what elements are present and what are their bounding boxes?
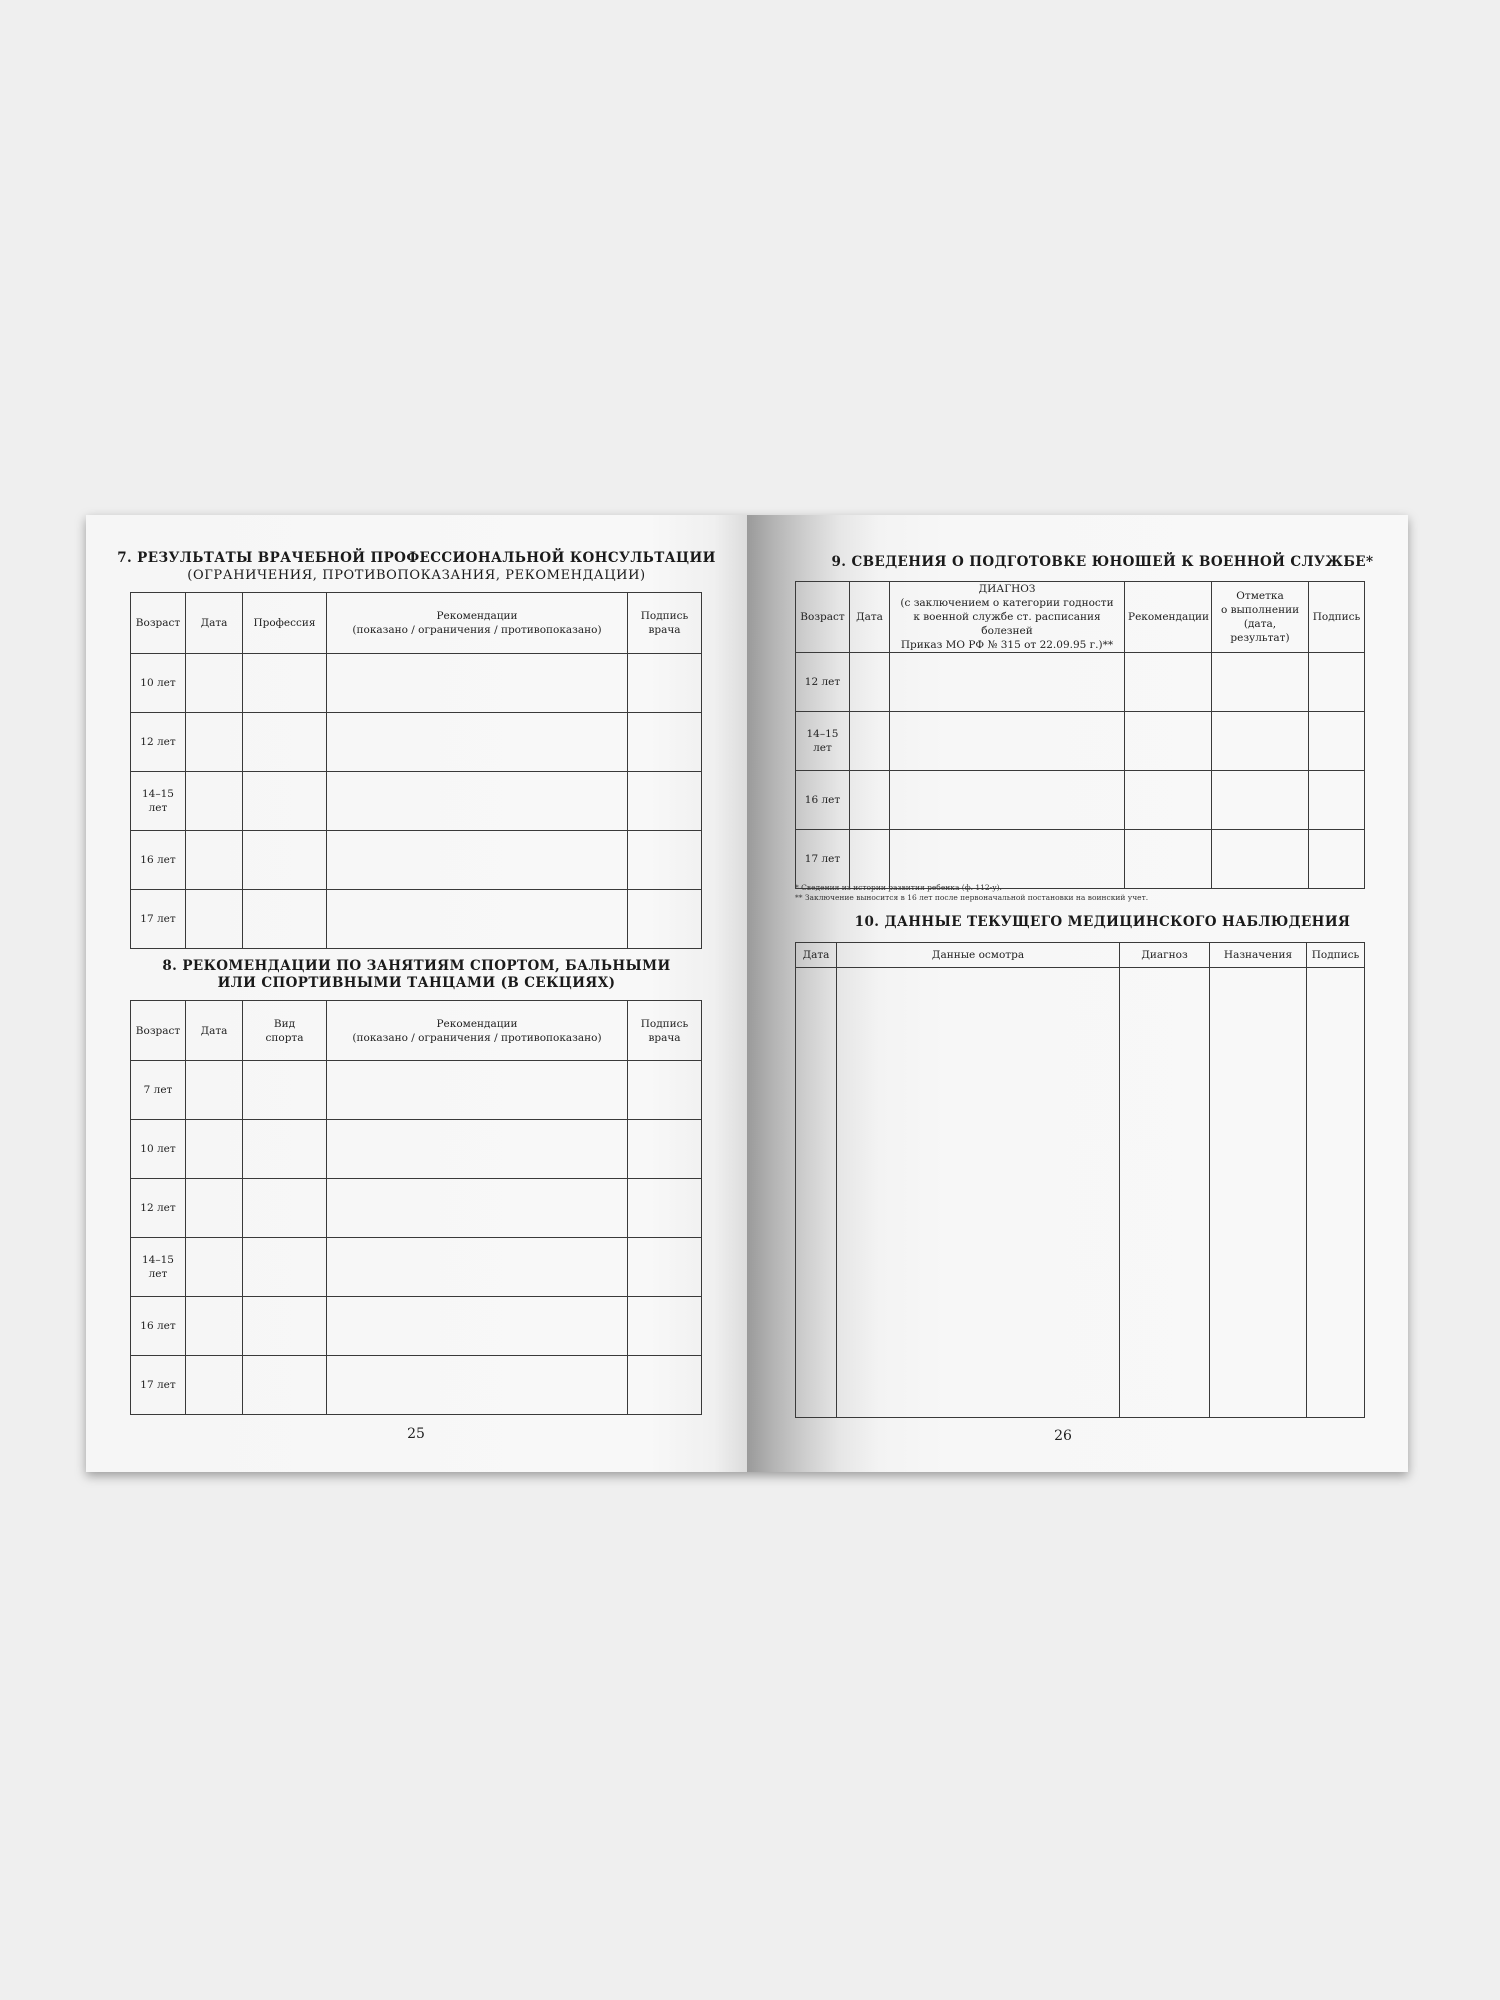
section10-table — [795, 942, 1365, 1418]
column-header: Подпись — [1309, 582, 1365, 653]
column-header: Дата — [850, 582, 890, 653]
left-page — [86, 515, 747, 1472]
age-cell: 17 лет — [131, 890, 186, 949]
blank-entry-cell[interactable] — [1125, 830, 1212, 889]
blank-entry-cell[interactable] — [243, 1297, 327, 1356]
blank-entry-cell[interactable] — [243, 1238, 327, 1297]
blank-entry-cell[interactable] — [628, 1120, 702, 1179]
section9-title: 9. СВЕДЕНИЯ О ПОДГОТОВКЕ ЮНОШЕЙ К ВОЕННОЙ СЛУЖБЕ* — [831, 554, 1374, 570]
age-cell: 14–15 лет — [796, 712, 850, 771]
age-cell: 17 лет — [131, 1356, 186, 1415]
column-header: Профессия — [243, 593, 327, 654]
blank-entry-cell[interactable] — [1125, 653, 1212, 712]
column-header: ДИАГНОЗ (с заключением о категории годности к военной службе ст. расписания болезней Приказ МО РФ № 315 от 22.09.95 г.)** — [890, 582, 1125, 653]
blank-entry-cell[interactable] — [186, 654, 243, 713]
section10-title: 10. ДАННЫЕ ТЕКУЩЕГО МЕДИЦИНСКОГО НАБЛЮДЕНИЯ — [854, 914, 1351, 930]
blank-entry-cell[interactable] — [628, 1356, 702, 1415]
page-number-right: 26 — [1054, 1428, 1072, 1444]
age-cell: 12 лет — [131, 713, 186, 772]
table-row — [131, 1356, 702, 1415]
section9-header-row — [796, 582, 1365, 653]
table-row — [131, 1120, 702, 1179]
age-cell: 12 лет — [131, 1179, 186, 1238]
blank-entry-cell[interactable] — [837, 968, 1120, 1418]
column-header: Подпись — [1307, 943, 1365, 968]
column-header: Рекомендации (показано / ограничения / противопоказано) — [327, 593, 628, 654]
blank-entry-cell[interactable] — [628, 1179, 702, 1238]
table-row — [796, 771, 1365, 830]
blank-entry-cell[interactable] — [628, 831, 702, 890]
section7-subtitle: (ОГРАНИЧЕНИЯ, ПРОТИВОПОКАЗАНИЯ, РЕКОМЕНДАЦИИ) — [187, 568, 646, 583]
blank-entry-cell[interactable] — [1212, 712, 1309, 771]
blank-entry-cell[interactable] — [243, 1179, 327, 1238]
blank-entry-cell[interactable] — [243, 772, 327, 831]
blank-entry-cell[interactable] — [1309, 712, 1365, 771]
blank-entry-cell[interactable] — [327, 1061, 628, 1120]
column-header: Рекомендации — [1125, 582, 1212, 653]
table-row — [131, 1061, 702, 1120]
section7-body — [131, 654, 702, 949]
section9-table — [795, 581, 1365, 889]
age-cell: 10 лет — [131, 1120, 186, 1179]
blank-entry-cell[interactable] — [327, 890, 628, 949]
blank-entry-cell[interactable] — [327, 1120, 628, 1179]
section9-body — [796, 653, 1365, 889]
section8-table — [130, 1000, 702, 1415]
blank-entry-cell[interactable] — [243, 1061, 327, 1120]
blank-entry-cell[interactable] — [1212, 830, 1309, 889]
section8-body — [131, 1061, 702, 1415]
blank-entry-cell[interactable] — [243, 713, 327, 772]
blank-entry-cell[interactable] — [628, 654, 702, 713]
column-header: Рекомендации (показано / ограничения / противопоказано) — [327, 1001, 628, 1061]
blank-entry-cell[interactable] — [243, 654, 327, 713]
blank-entry-cell[interactable] — [327, 1297, 628, 1356]
blank-entry-cell[interactable] — [850, 712, 890, 771]
blank-entry-cell[interactable] — [850, 771, 890, 830]
blank-entry-cell[interactable] — [243, 831, 327, 890]
table-row — [131, 831, 702, 890]
table-row — [796, 968, 1365, 1418]
table-row — [131, 1179, 702, 1238]
blank-entry-cell[interactable] — [243, 1356, 327, 1415]
blank-entry-cell[interactable] — [1212, 771, 1309, 830]
section10-body — [796, 968, 1365, 1418]
blank-entry-cell[interactable] — [327, 1238, 628, 1297]
table-row — [131, 890, 702, 949]
table-row — [796, 830, 1365, 889]
table-row — [796, 712, 1365, 771]
blank-entry-cell[interactable] — [327, 772, 628, 831]
blank-entry-cell[interactable] — [1125, 712, 1212, 771]
blank-entry-cell[interactable] — [1125, 771, 1212, 830]
table-row — [796, 653, 1365, 712]
blank-entry-cell[interactable] — [186, 1297, 243, 1356]
column-header: Вид спорта — [243, 1001, 327, 1061]
blank-entry-cell[interactable] — [1309, 830, 1365, 889]
column-header: Отметка о выполнении (дата, результат) — [1212, 582, 1309, 653]
age-cell: 14–15 лет — [131, 1238, 186, 1297]
blank-entry-cell[interactable] — [186, 1061, 243, 1120]
blank-entry-cell[interactable] — [628, 1238, 702, 1297]
blank-entry-cell[interactable] — [186, 831, 243, 890]
table-row — [131, 713, 702, 772]
blank-entry-cell[interactable] — [628, 772, 702, 831]
section8-header-row — [131, 1001, 702, 1061]
blank-entry-cell[interactable] — [186, 772, 243, 831]
column-header: Данные осмотра — [837, 943, 1120, 968]
column-header: Возраст — [796, 582, 850, 653]
column-header: Дата — [186, 593, 243, 654]
blank-entry-cell[interactable] — [186, 1356, 243, 1415]
column-header: Диагноз — [1120, 943, 1210, 968]
right-page — [747, 515, 1408, 1472]
column-header: Дата — [186, 1001, 243, 1061]
blank-entry-cell[interactable] — [1309, 771, 1365, 830]
age-cell: 14–15 лет — [131, 772, 186, 831]
table-row — [131, 1297, 702, 1356]
blank-entry-cell[interactable] — [327, 1179, 628, 1238]
column-header: Подпись врача — [628, 1001, 702, 1061]
blank-entry-cell[interactable] — [186, 890, 243, 949]
age-cell: 16 лет — [131, 831, 186, 890]
column-header: Возраст — [131, 1001, 186, 1061]
blank-entry-cell[interactable] — [850, 653, 890, 712]
section7-title: 7. РЕЗУЛЬТАТЫ ВРАЧЕБНОЙ ПРОФЕССИОНАЛЬНОЙ КОНСУЛЬТАЦИИ — [117, 550, 716, 566]
section9-footnote-1: * Сведения из истории развития ребенка (ф. 112-у). — [795, 883, 1002, 892]
blank-entry-cell[interactable] — [890, 830, 1125, 889]
section9-footnote-2: ** Заключение выносится в 16 лет после первоначальной постановки на воинский учет. — [795, 893, 1149, 902]
blank-entry-cell[interactable] — [1120, 968, 1210, 1418]
blank-entry-cell[interactable] — [1210, 968, 1307, 1418]
page-number-left: 25 — [407, 1426, 425, 1442]
blank-entry-cell[interactable] — [243, 1120, 327, 1179]
open-booklet — [86, 515, 1408, 1472]
age-cell: 7 лет — [131, 1061, 186, 1120]
blank-entry-cell[interactable] — [890, 653, 1125, 712]
blank-entry-cell[interactable] — [796, 968, 837, 1418]
blank-entry-cell[interactable] — [628, 1061, 702, 1120]
section8-title-line2: ИЛИ СПОРТИВНЫМИ ТАНЦАМИ (В СЕКЦИЯХ) — [217, 975, 616, 991]
column-header: Возраст — [131, 593, 186, 654]
blank-entry-cell[interactable] — [628, 713, 702, 772]
blank-entry-cell[interactable] — [628, 1297, 702, 1356]
table-row — [131, 1238, 702, 1297]
blank-entry-cell[interactable] — [186, 1120, 243, 1179]
blank-entry-cell[interactable] — [186, 713, 243, 772]
blank-entry-cell[interactable] — [186, 1238, 243, 1297]
section8-heading — [86, 958, 747, 992]
blank-entry-cell[interactable] — [890, 712, 1125, 771]
age-cell: 10 лет — [131, 654, 186, 713]
blank-entry-cell[interactable] — [890, 771, 1125, 830]
section7-header-row — [131, 593, 702, 654]
blank-entry-cell[interactable] — [327, 713, 628, 772]
table-row — [131, 654, 702, 713]
age-cell: 16 лет — [131, 1297, 186, 1356]
blank-entry-cell[interactable] — [1307, 968, 1365, 1418]
blank-entry-cell[interactable] — [850, 830, 890, 889]
column-header: Назначения — [1210, 943, 1307, 968]
section7-table — [130, 592, 702, 949]
table-row — [131, 772, 702, 831]
section10-header-row — [796, 943, 1365, 968]
age-cell: 17 лет — [796, 830, 850, 889]
blank-entry-cell[interactable] — [243, 890, 327, 949]
blank-entry-cell[interactable] — [628, 890, 702, 949]
blank-entry-cell[interactable] — [327, 831, 628, 890]
age-cell: 12 лет — [796, 653, 850, 712]
section8-title-line1: 8. РЕКОМЕНДАЦИИ ПО ЗАНЯТИЯМ СПОРТОМ, БАЛЬНЫМИ — [162, 958, 671, 974]
blank-entry-cell[interactable] — [186, 1179, 243, 1238]
column-header: Дата — [796, 943, 837, 968]
blank-entry-cell[interactable] — [1212, 653, 1309, 712]
blank-entry-cell[interactable] — [327, 1356, 628, 1415]
section7-heading — [86, 550, 747, 584]
blank-entry-cell[interactable] — [1309, 653, 1365, 712]
age-cell: 16 лет — [796, 771, 850, 830]
blank-entry-cell[interactable] — [327, 654, 628, 713]
column-header: Подпись врача — [628, 593, 702, 654]
